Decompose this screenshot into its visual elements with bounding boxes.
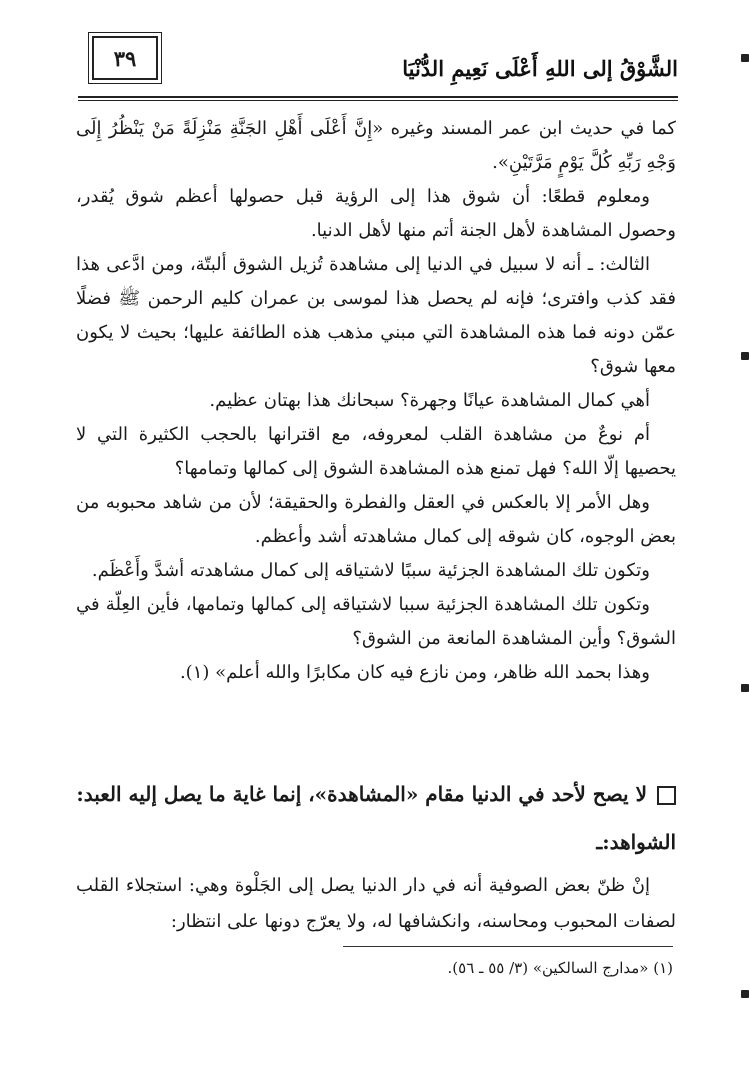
square-bullet-icon: [657, 786, 676, 805]
edge-mark: [741, 990, 749, 998]
paragraph-partial-1: وتكون تلك المشاهدة الجزئية سببًا لاشتياقه إلى كمال مشاهدته أشدَّ وأَعْظَم.: [91, 560, 650, 581]
paragraph-known: ومعلوم قطعًا: أن شوق هذا إلى الرؤية قبل حصولها أعظم شوق يُقدر، وحصول المشاهدة لأهل الجنة أتم منها لأهل الدنيا.: [76, 186, 676, 241]
running-title: الشَّوْقُ إلى اللهِ أَعْلَى نَعِيمِ الدُّنْيَا: [402, 56, 678, 81]
edge-mark: [741, 684, 749, 692]
paragraph-reverse: وهل الأمر إلا بالعكس في العقل والفطرة والحقيقة؛ لأن من شاهد محبوبه من بعض الوجوه، كان شوقه إلى كمال مشاهدته أشد وأعظم.: [76, 492, 676, 547]
paragraph-witness: إنْ ظنّ بعض الصوفية أنه في دار الدنيا يصل إلى الجَلْوة وهي: استجلاء القلب لصفات المحبوب ومحاسنه، وانكشافها له، ولا يعرّج دونها على انتظار:: [76, 875, 676, 932]
edge-mark: [741, 54, 749, 62]
paragraph-third: الثالث: ـ أنه لا سبيل في الدنيا إلى مشاهدة تُزيل الشوق ألبتّة، ومن ادَّعى هذا فقد كذب وافترى؛ فإنه لم يحصل هذا لموسى بن عمران كليم الرحمن ﷺ فضلًا عمّن دونه فما هذه المشاهدة التي مبني مذهب هذه الطائفة عليها؛ بحيث لا يكون معها شوق؟: [76, 254, 676, 377]
body-text: [76, 112, 676, 690]
paragraph-question-1: أهي كمال المشاهدة عيانًا وجهرة؟ سبحانك هذا بهتان عظيم.: [209, 390, 650, 411]
footnote: (١) «مدارج السالكين» (٣/ ٥٥ ـ ٥٦).: [447, 959, 673, 977]
footnote-rule: [343, 946, 673, 947]
section-heading: [76, 770, 676, 866]
page-number: ٣٩: [92, 36, 158, 80]
paragraph-partial-2: وتكون تلك المشاهدة الجزئية سببا لاشتياقه إلى كمالها وتمامها، فأين العِلّة في الشوق؟ وأين المشاهدة المانعة من الشوق؟: [76, 594, 676, 649]
edge-mark: [741, 352, 749, 360]
paragraph-hadith: كما في حديث ابن عمر المسند وغيره «إِنَّ أَعْلَى أَهْلِ الجَنَّةِ مَنْزِلَةً مَنْ يَنْظُرُ إِلَى وَجْهِ رَبِّهِ كُلَّ يَوْمٍ مَرَّتَيْنِ».: [76, 118, 676, 173]
page-header: [78, 30, 678, 92]
paragraph-question-2: أم نوعٌ من مشاهدة القلب لمعروفه، مع اقترانها بالحجب الكثيرة التي لا يحصيها إلّا الله؟ فهل تمنع هذه المشاهدة الشوق إلى كمالها وتمامها؟: [76, 424, 676, 479]
witness-text: [76, 868, 676, 940]
paragraph-conclusion: وهذا بحمد الله ظاهر، ومن نازع فيه كان مكابرًا والله أعلم» (١).: [179, 662, 650, 683]
header-rule: [78, 96, 678, 101]
section-heading-text: لا يصح لأحد في الدنيا مقام «المشاهدة»، إنما غاية ما يصل إليه العبد: الشواهد:ـ: [76, 782, 676, 854]
